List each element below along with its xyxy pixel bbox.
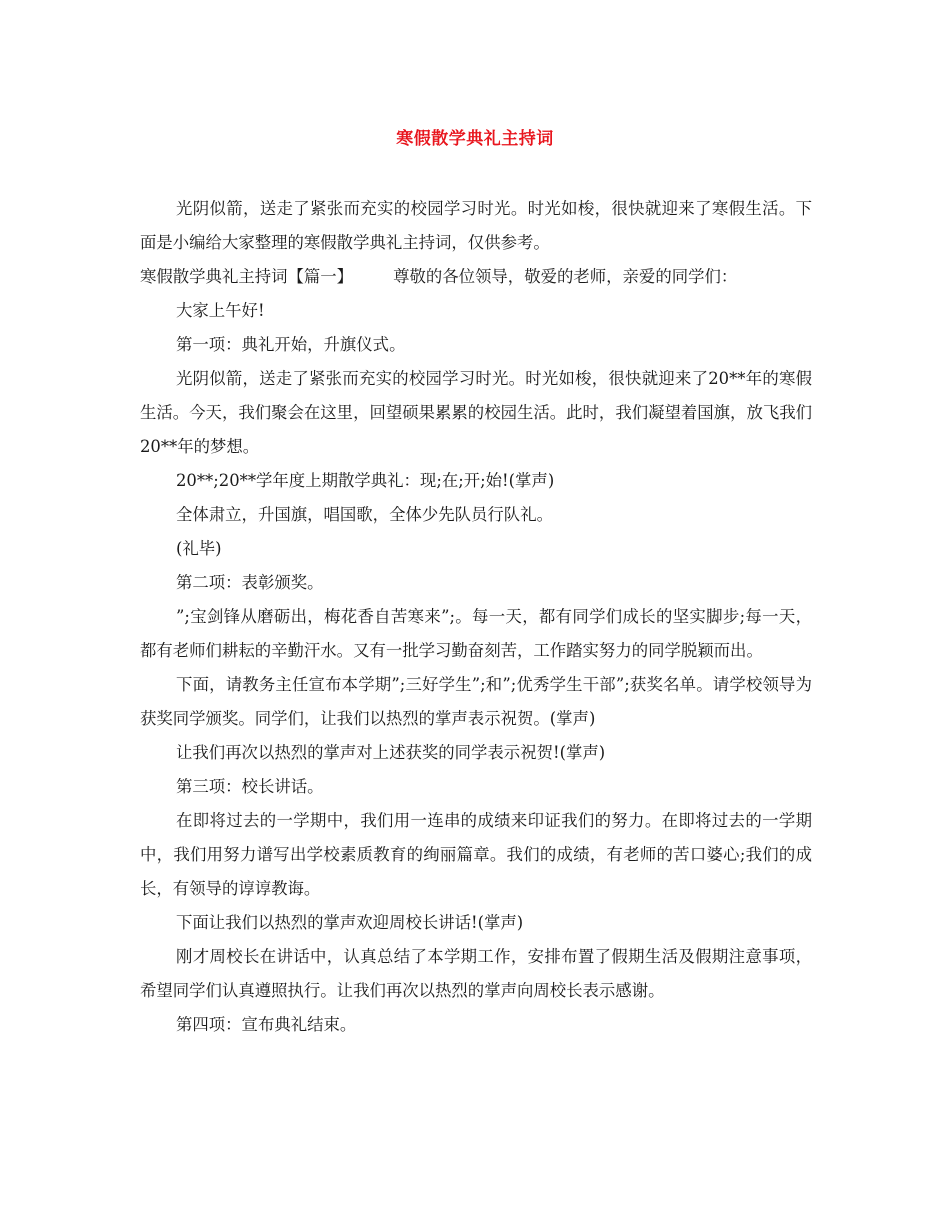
paragraph: 20**;20**学年度上期散学典礼：现;在;开;始!(掌声) [176, 471, 555, 490]
paragraph: 第一项：典礼开始，升旗仪式。 [176, 335, 406, 354]
paragraph: 大家上午好! [176, 301, 265, 320]
section-line [140, 260, 812, 294]
section-heading: 寒假散学典礼主持词【篇一】 [140, 267, 354, 286]
paragraph: 光阴似箭，送走了紧张而充实的校园学习时光。时光如梭，很快就迎来了20**年的寒假生活。今天，我们聚会在这里，回望硕果累累的校园生活。此时，我们凝望着国旗，放飞我们20**年的梦想。 [140, 369, 813, 456]
paragraph: 刚才周校长在讲话中，认真总结了本学期工作，安排布置了假期生活及假期注意事项，希望同学们认真遵照执行。让我们再次以热烈的掌声向周校长表示感谢。 [140, 947, 812, 1000]
paragraph: 让我们再次以热烈的掌声对上述获奖的同学表示祝贺!(掌声) [176, 743, 606, 762]
paragraph: (礼毕) [176, 539, 222, 558]
paragraph: 第三项：校长讲话。 [176, 777, 324, 796]
paragraph: ”;宝剑锋从磨砺出，梅花香自苦寒来”;。每一天，都有同学们成长的坚实脚步;每一天，都有老师们耕耘的辛勤汗水。又有一批学习勤奋刻苦，工作踏实努力的同学脱颖而出。 [140, 607, 812, 660]
paragraph: 下面让我们以热烈的掌声欢迎周校长讲话!(掌声) [176, 913, 524, 932]
intro-paragraph: 光阴似箭，送走了紧张而充实的校园学习时光。时光如梭，很快就迎来了寒假生活。下面是小编给大家整理的寒假散学典礼主持词，仅供参考。 [140, 199, 812, 252]
greeting-text: 尊敬的各位领导，敬爱的老师，亲爱的同学们： [393, 267, 738, 286]
paragraph: 全体肃立，升国旗，唱国歌，全体少先队员行队礼。 [176, 505, 553, 524]
paragraph: 在即将过去的一学期中，我们用一连串的成绩来印证我们的努力。在即将过去的一学期中，我们用努力谱写出学校素质教育的绚丽篇章。我们的成绩，有老师的苦口婆心;我们的成长，有领导的谆谆教诲。 [140, 811, 812, 898]
document-title: 寒假散学典礼主持词 [396, 129, 554, 149]
document-body [140, 192, 812, 1042]
paragraph: 下面，请教务主任宣布本学期”;三好学生”;和”;优秀学生干部”;获奖名单。请学校领导为获奖同学颁奖。同学们，让我们以热烈的掌声表示祝贺。(掌声) [140, 675, 812, 728]
paragraph: 第四项：宣布典礼结束。 [176, 1015, 357, 1034]
paragraph: 第二项：表彰颁奖。 [176, 573, 324, 592]
